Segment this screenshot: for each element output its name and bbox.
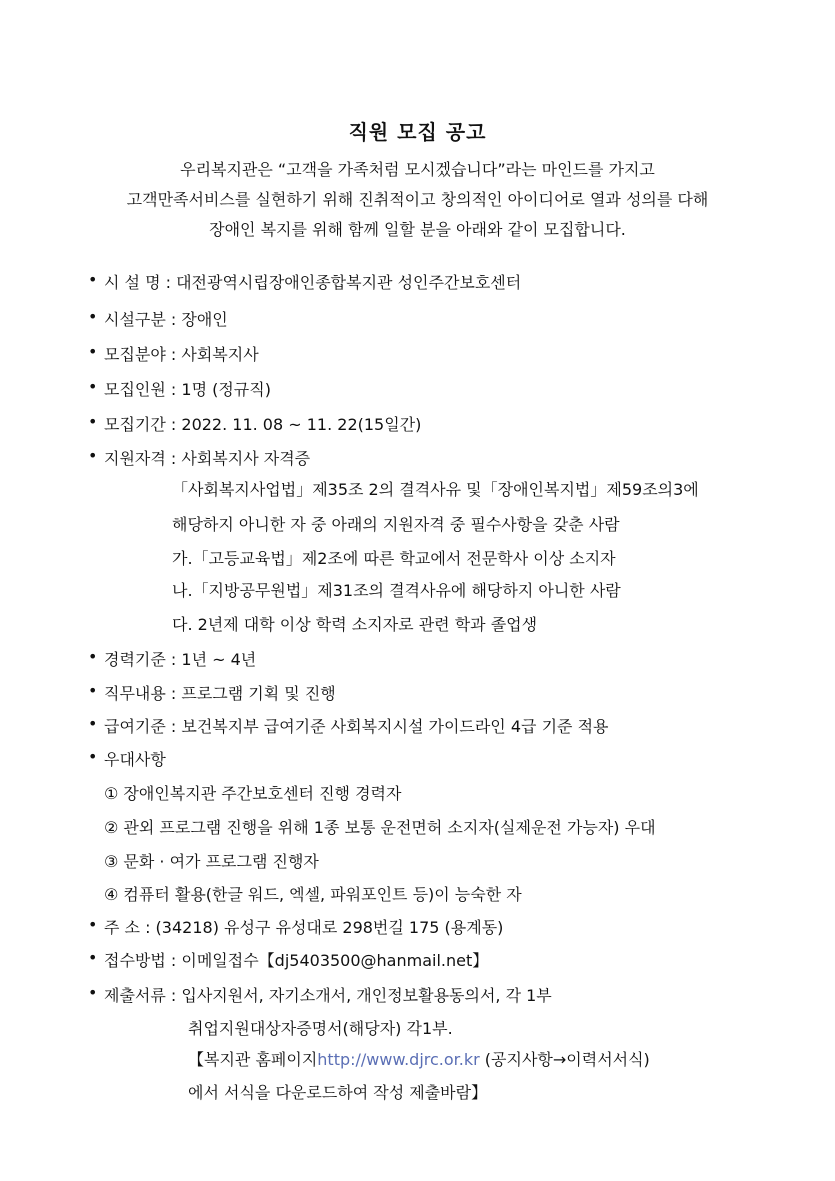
bullet: •	[88, 377, 98, 396]
bullet: •	[88, 647, 98, 666]
apply-email[interactable]: dj5403500@hanmail.net	[274, 951, 473, 970]
qualification-detail: 가.「고등교육법」제2조에 따른 학교에서 전문학사 이상 소지자	[172, 549, 616, 568]
count-item: 모집인원 : 1명 (정규직)	[104, 380, 271, 399]
apply-end: 】	[472, 951, 489, 970]
duty-item: 직무내용 : 프로그램 기획 및 진행	[104, 684, 336, 703]
preference-detail: ① 장애인복지관 주간보호센터 진행 경력자	[104, 784, 402, 803]
qualification-detail: 「사회복지사업법」제35조 2의 결격사유 및「장애인복지법」제59조의3에	[172, 480, 699, 499]
intro-line-1: 우리복지관은 “고객을 가족처럼 모시겠습니다”라는 마인드를 가지고	[180, 160, 655, 179]
bullet: •	[88, 446, 98, 465]
preference-detail: ③ 문화 · 여가 프로그램 진행자	[104, 852, 319, 871]
bullet: •	[88, 915, 98, 934]
documents-detail: 에서 서식을 다운로드하여 작성 제출바람】	[188, 1083, 488, 1102]
page-title: 직원 모집 공고	[348, 120, 487, 144]
category-item: 시설구분 : 장애인	[104, 310, 228, 329]
bullet: •	[88, 270, 98, 289]
address-item: 주 소 : (34218) 유성구 유성대로 298번길 175 (용계동)	[104, 918, 504, 937]
bullet: •	[88, 681, 98, 700]
homepage-prefix: 【복지관 홈페이지	[188, 1050, 318, 1069]
homepage-link[interactable]: http://www.djrc.or.kr	[317, 1050, 480, 1069]
qualification-item: 지원자격 : 사회복지사 자격증	[104, 449, 311, 468]
qualification-detail: 해당하지 아니한 자 중 아래의 지원자격 중 필수사항을 갖춘 사람	[172, 515, 620, 534]
apply-label: 접수방법 : 이메일접수【	[104, 951, 275, 970]
documents-homepage	[188, 1047, 650, 1070]
preference-item: 우대사항	[104, 750, 166, 769]
documents-item: 제출서류 : 입사지원서, 자기소개서, 개인정보활용동의서, 각 1부	[104, 986, 552, 1005]
field-item: 모집분야 : 사회복지사	[104, 345, 259, 364]
intro-line-2: 고객만족서비스를 실현하기 위해 진취적이고 창의적인 아이디어로 열과 성의를 다해	[126, 190, 709, 209]
facility-item: 시 설 명 : 대전광역시립장애인종합복지관 성인주간보호센터	[104, 273, 522, 292]
bullet: •	[88, 714, 98, 733]
homepage-suffix: (공지사항→이력서서식)	[479, 1050, 650, 1069]
period-item: 모집기간 : 2022. 11. 08 ~ 11. 22(15일간)	[104, 415, 422, 434]
bullet: •	[88, 948, 98, 967]
bullet: •	[88, 983, 98, 1002]
bullet: •	[88, 747, 98, 766]
bullet: •	[88, 342, 98, 361]
preference-detail: ④ 컴퓨터 활용(한글 워드, 엑셀, 파워포인트 등)이 능숙한 자	[104, 885, 522, 904]
bullet: •	[88, 412, 98, 431]
preference-detail: ② 관외 프로그램 진행을 위해 1종 보통 운전면허 소지자(실제운전 가능자) 우대	[104, 818, 656, 837]
qualification-detail: 다. 2년제 대학 이상 학력 소지자로 관련 학과 졸업생	[172, 615, 538, 634]
salary-item: 급여기준 : 보건복지부 급여기준 사회복지시설 가이드라인 4급 기준 적용	[104, 717, 609, 736]
bullet: •	[88, 307, 98, 326]
apply-item	[104, 948, 488, 971]
intro-line-3: 장애인 복지를 위해 함께 일할 분을 아래와 같이 모집합니다.	[209, 220, 626, 239]
documents-detail: 취업지원대상자증명서(해당자) 각1부.	[188, 1019, 453, 1038]
career-item: 경력기준 : 1년 ~ 4년	[104, 650, 257, 669]
qualification-detail: 나.「지방공무원법」제31조의 결격사유에 해당하지 아니한 사람	[172, 581, 621, 600]
